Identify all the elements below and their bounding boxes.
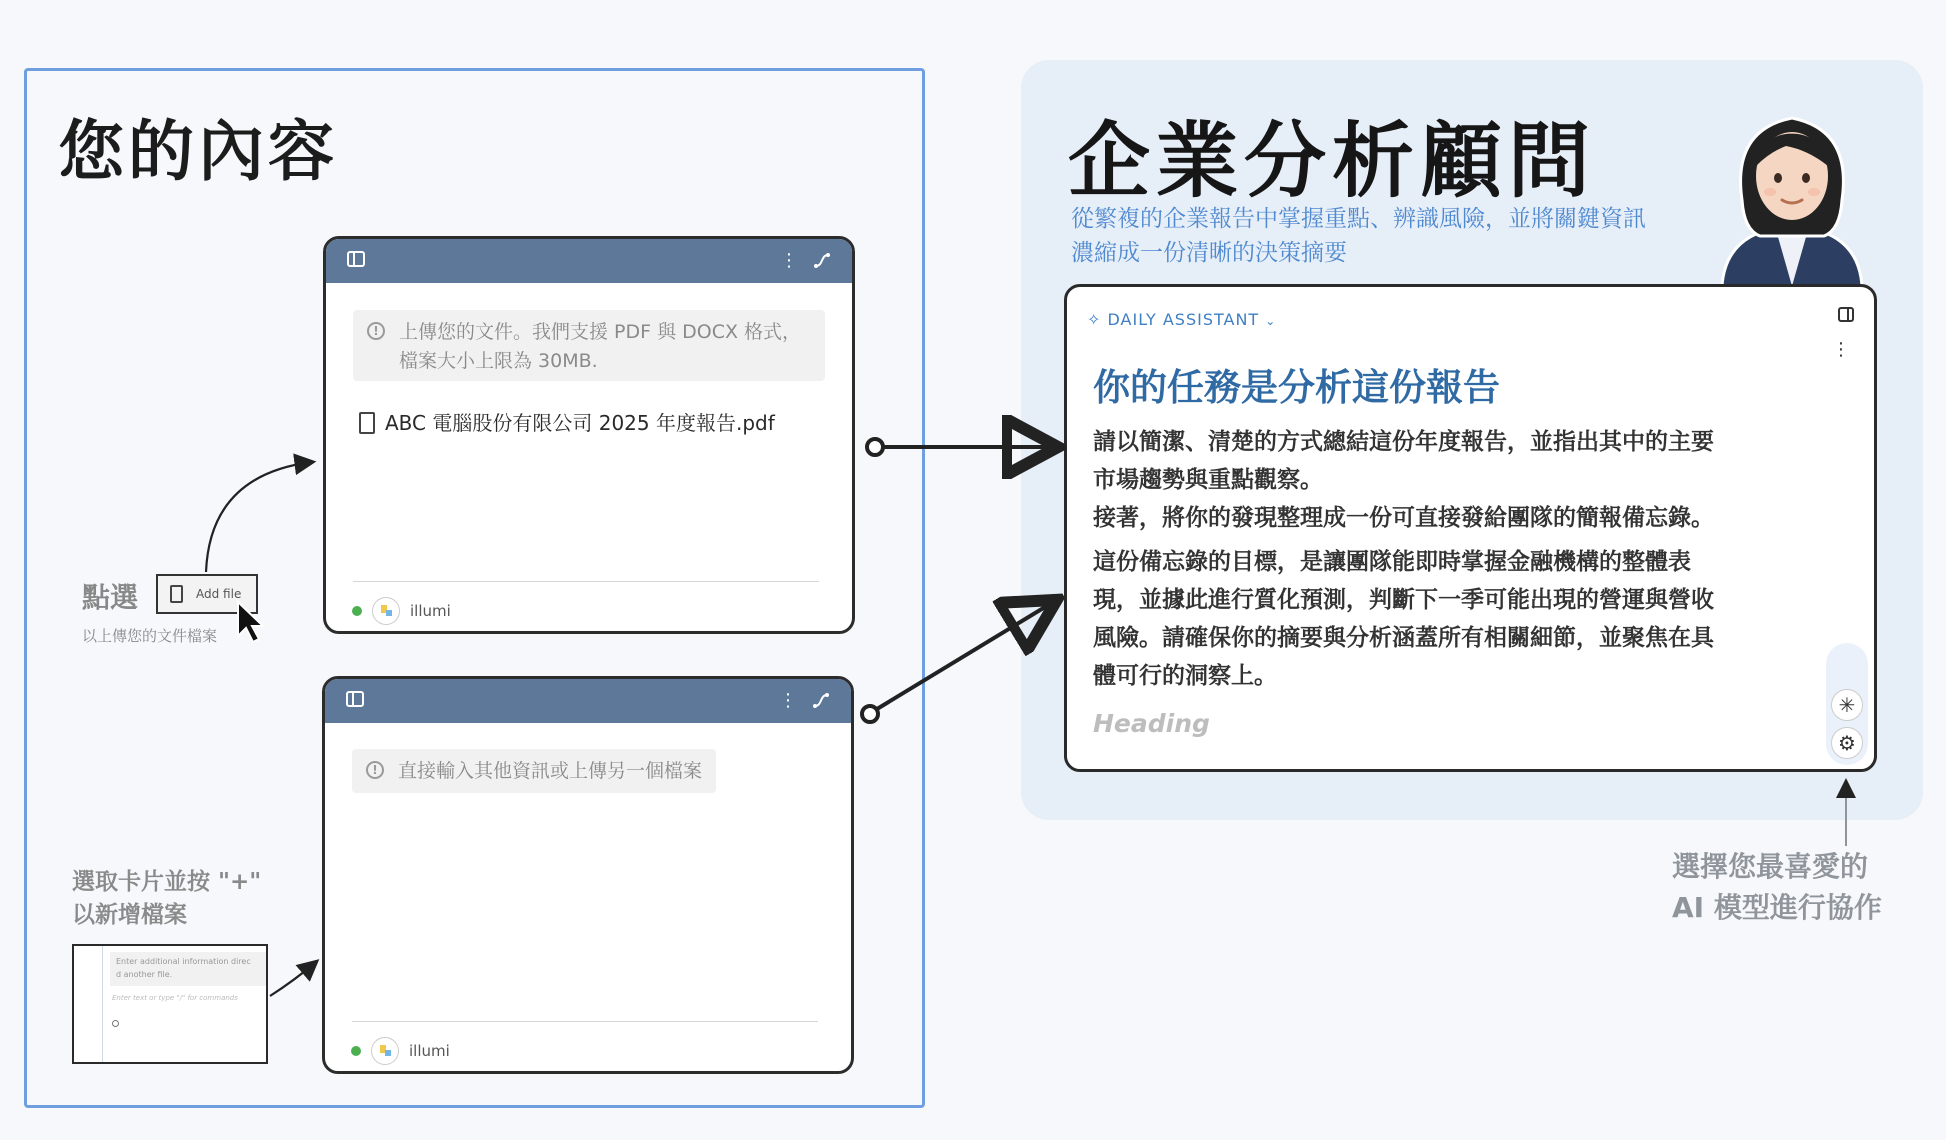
annotation-click: 點選 [82,581,139,614]
model-label: illumi [409,1042,450,1060]
annotation-model-line2: AI 模型進行協作 [1672,891,1882,924]
assistant-subtitle-line2: 濃縮成一份清晰的決策摘要 [1071,240,1347,266]
upload-hint-line2: 檔案大小上限為 30MB. [399,350,598,372]
paragraph-3-line2: 現，並據此進行質化預測，判斷下一季可能出現的營運與營收 [1093,587,1714,613]
thumb-placeholder: Enter text or type "/" for commands [112,994,238,1002]
file-name: ABC 電腦股份有限公司 2025 年度報告.pdf [385,411,775,435]
claude-model-icon[interactable]: ✳ [1831,689,1863,721]
paragraph-1-line2: 市場趨勢與重點觀察。 [1093,467,1323,493]
task-title: 你的任務是分析這份報告 [1093,366,1500,409]
openai-model-icon[interactable]: ⚙ [1831,727,1863,759]
model-label: illumi [410,602,451,620]
paragraph-3-line1: 這份備忘錄的目標，是讓團隊能即時掌握金融機構的整體表 [1093,549,1691,575]
annotation-click-sub: 以上傳您的文件檔案 [82,627,218,645]
sparkle-icon: ✧ [1087,310,1102,329]
assistant-label: DAILY ASSISTANT [1107,310,1260,329]
card1-connector-dot [867,439,883,455]
card2-connector-line [877,604,1050,709]
paragraph-1-line1: 請以簡潔、清楚的方式總結這份年度報告，並指出其中的主要 [1093,429,1714,455]
paragraph-3-line3: 風險。請確保你的摘要與分析涵蓋所有相關細節，並聚焦在具 [1093,625,1714,651]
chevron-down-icon: ⌄ [1265,314,1277,328]
thumbnail-arrow [270,962,316,996]
add-file-label: Add file [196,587,242,601]
paragraph-2: 接著，將你的發現整理成一份可直接發給團隊的簡報備忘錄。 [1093,505,1714,531]
annotation-model-line1: 選擇您最喜愛的 [1672,850,1869,883]
thumb-hint-line2: d another file. [116,970,173,979]
assistant-title: 企業分析顧問 [1068,114,1597,209]
add-file-arrow [206,462,312,572]
more-options-icon[interactable]: ⋮ [779,690,797,711]
more-options-icon[interactable]: ⋮ [1832,339,1850,360]
upload-hint-line1: 上傳您的文件。我們支援 PDF 與 DOCX 格式， [399,321,802,343]
input-hint-text: 直接輸入其他資訊或上傳另一個檔案 [398,760,703,782]
thumb-hint-line1: Enter additional information direc [116,957,251,966]
info-icon: ! [367,322,385,340]
more-options-icon[interactable]: ⋮ [780,250,798,271]
mouse-cursor-icon [238,602,263,642]
your-content-title: 您的內容 [58,113,338,190]
info-icon: ! [366,761,384,779]
assistant-subtitle-line1: 從繁複的企業報告中掌握重點、辨識風險，並將關鍵資訊 [1071,206,1646,232]
paragraph-3-line4: 體可行的洞察上。 [1093,663,1277,689]
annotation-select-line2: 以新增檔案 [72,902,187,928]
heading-placeholder[interactable]: Heading [1093,709,1210,738]
card2-connector-dot [862,706,878,722]
annotation-select-line1: 選取卡片並按 "+" [72,869,262,895]
